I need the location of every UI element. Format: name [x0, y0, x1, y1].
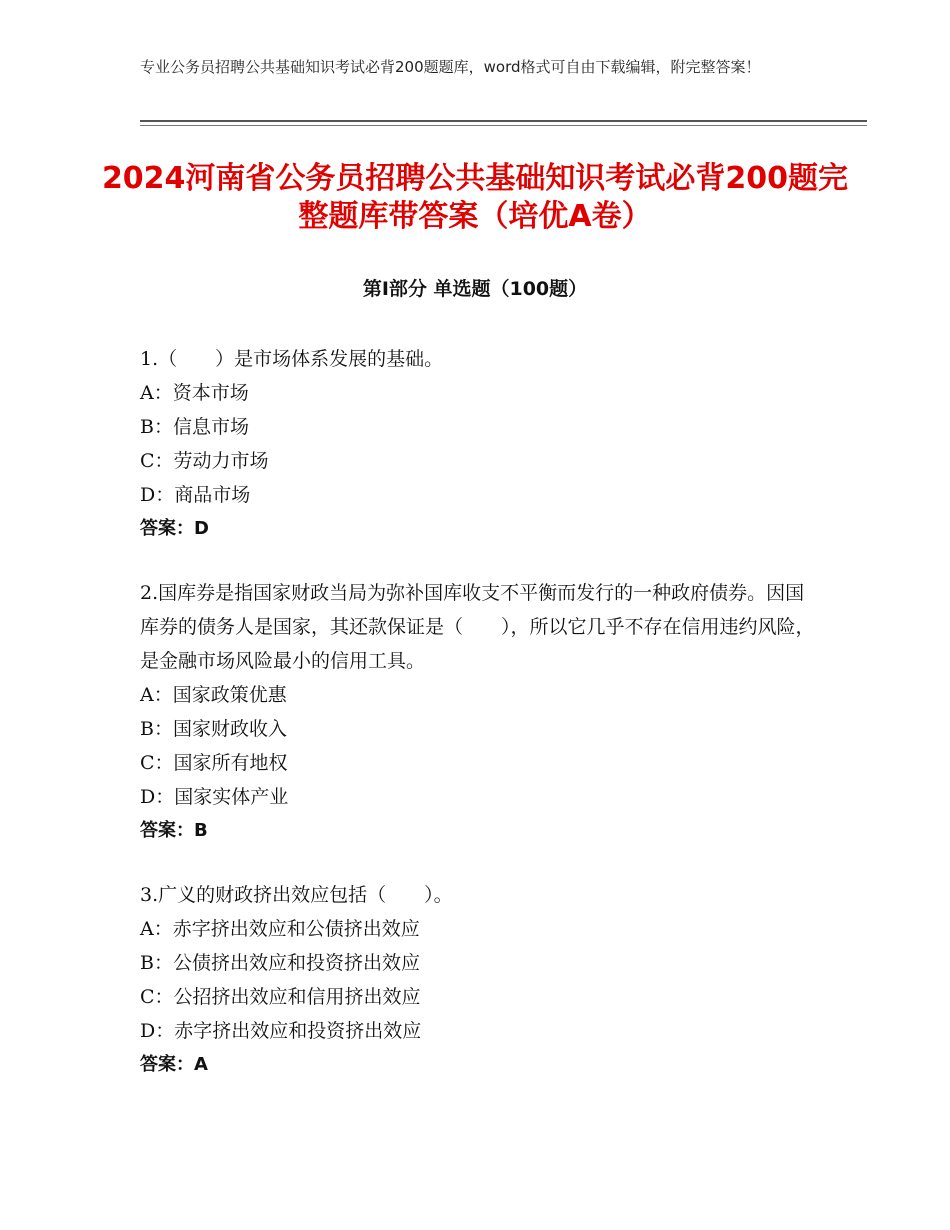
option-d: D：国家实体产业	[140, 786, 289, 808]
question-2	[140, 576, 820, 848]
question-stem: 1.（ ）是市场体系发展的基础。	[140, 348, 444, 370]
header-divider-thin	[140, 125, 867, 126]
option-c: C：劳动力市场	[140, 450, 269, 472]
answer: 答案：B	[140, 820, 208, 841]
document-title: 2024河南省公务员招聘公共基础知识考试必背200题完整题库带答案（培优A卷）	[101, 161, 849, 234]
option-d: D：赤字挤出效应和投资挤出效应	[140, 1020, 422, 1042]
question-stem: 2.国库券是指国家财政当局为弥补国库收支不平衡而发行的一种政府债券。因国库券的债务人是国家，其还款保证是（ ），所以它几乎不存在信用违约风险，是金融市场风险最小的信用工具。	[140, 582, 815, 672]
option-a: A：资本市场	[140, 382, 249, 404]
option-b: B：国家财政收入	[140, 718, 287, 740]
answer: 答案：A	[140, 1054, 208, 1075]
question-1	[140, 342, 820, 546]
question-list	[140, 342, 820, 1112]
option-a: A：赤字挤出效应和公债挤出效应	[140, 918, 420, 940]
question-stem: 3.广义的财政挤出效应包括（ ）。	[140, 884, 453, 906]
question-3	[140, 878, 820, 1082]
option-b: B：信息市场	[140, 416, 249, 438]
header-note: 专业公务员招聘公共基础知识考试必背200题题库，word格式可自由下载编辑，附完整答案！	[140, 58, 761, 76]
option-d: D：商品市场	[140, 484, 251, 506]
header-divider-thick	[140, 120, 867, 122]
option-c: C：公招挤出效应和信用挤出效应	[140, 986, 421, 1008]
section-title: 第Ⅰ部分 单选题（100题）	[362, 278, 588, 300]
option-c: C：国家所有地权	[140, 752, 288, 774]
option-b: B：公债挤出效应和投资挤出效应	[140, 952, 420, 974]
option-a: A：国家政策优惠	[140, 684, 287, 706]
answer: 答案：D	[140, 518, 209, 539]
